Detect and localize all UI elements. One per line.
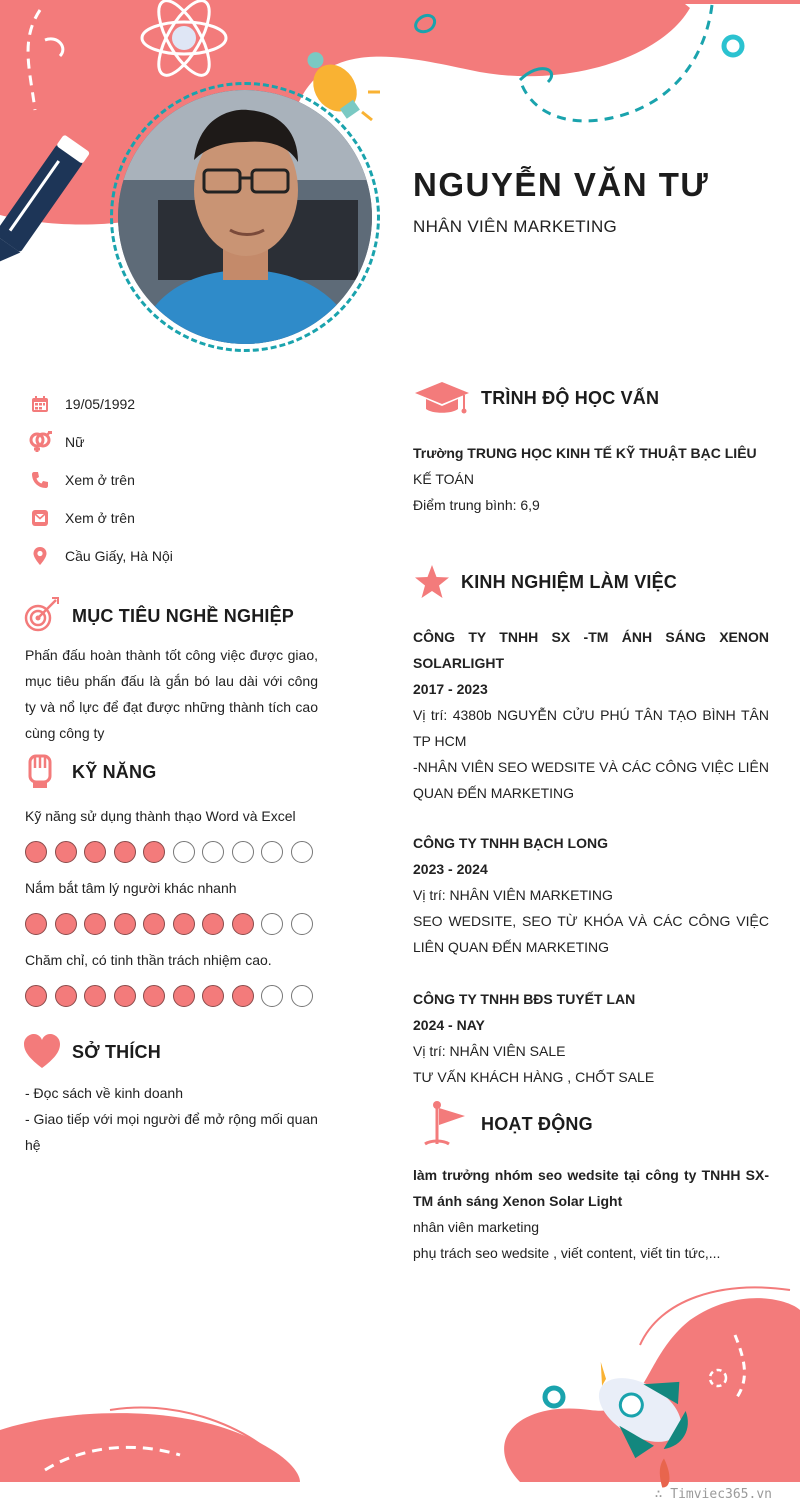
avatar — [118, 90, 372, 344]
job-role: Vị trí: NHÂN VIÊN SALE — [413, 1043, 566, 1059]
rating-dot-filled — [232, 985, 254, 1007]
candidate-position: NHÂN VIÊN MARKETING — [413, 217, 618, 236]
job-company: CÔNG TY TNHH BẠCH LONG — [413, 835, 608, 851]
skill-name: Chăm chỉ, có tinh thần trách nhiệm cao. — [25, 952, 272, 968]
location-icon — [28, 545, 52, 567]
job-company: CÔNG TY TNHH BĐS TUYẾT LAN — [413, 991, 636, 1007]
job-period: 2023 - 2024 — [413, 861, 488, 877]
rating-dot-filled — [55, 985, 77, 1007]
hobbies-list — [25, 1080, 319, 1158]
rating-dot-filled — [25, 841, 47, 863]
activity-headline: làm trưởng nhóm seo wedsite tại công ty TNHH SX-TM ánh sáng Xenon Solar Light — [413, 1167, 769, 1209]
rating-dot-empty — [261, 985, 283, 1007]
graduation-cap-icon — [413, 378, 471, 418]
ring-icon-bottom — [545, 1388, 563, 1406]
skills-title: KỸ NĂNG — [72, 761, 157, 782]
skill-item — [25, 804, 325, 863]
job-description: TƯ VẤN KHÁCH HÀNG , CHỐT SALE — [413, 1069, 655, 1085]
star-icon — [413, 562, 451, 602]
activities-heading — [413, 1104, 593, 1144]
objective-title: MỤC TIÊU NGHỀ NGHIỆP — [72, 605, 295, 626]
contact-birthday — [28, 385, 328, 423]
skill-item — [25, 876, 325, 935]
education-heading — [413, 378, 659, 418]
activities-title: HOẠT ĐỘNG — [481, 1113, 593, 1134]
activity-role: nhân viên marketing — [413, 1219, 540, 1235]
rating-dot-filled — [84, 841, 106, 863]
rating-dot-filled — [173, 985, 195, 1007]
skill-rating — [25, 985, 325, 1007]
education-block — [413, 440, 769, 518]
rating-dot-filled — [84, 913, 106, 935]
rating-dot-empty — [173, 841, 195, 863]
address-value: Cầu Giấy, Hà Nội — [65, 548, 173, 564]
hobbies-title: SỞ THÍCH — [72, 1041, 161, 1062]
birthday-value: 19/05/1992 — [65, 396, 136, 412]
contact-phone — [28, 461, 328, 499]
contact-email — [28, 499, 328, 537]
education-major: KẾ TOÁN — [413, 471, 474, 487]
job-role: Vị trí: NHÂN VIÊN MARKETING — [413, 887, 613, 903]
experience-title: KINH NGHIỆM LÀM VIỆC — [461, 571, 678, 592]
job-description: SEO WEDSITE, SEO TỪ KHÓA VÀ CÁC CÔNG VIỆC LIÊN QUAN ĐẾN MARKETING — [413, 913, 769, 955]
activity-description: phụ trách seo wedsite , viết content, viết tin tức,... — [413, 1245, 721, 1261]
rating-dot-filled — [84, 985, 106, 1007]
ring-icon — [724, 37, 742, 55]
skills-list — [25, 804, 325, 1020]
heart-icon — [22, 1032, 62, 1072]
rating-dot-filled — [173, 913, 195, 935]
contact-address — [28, 537, 328, 575]
rating-dot-filled — [55, 841, 77, 863]
education-title: TRÌNH ĐỘ HỌC VẤN — [481, 387, 660, 408]
rating-dot-filled — [55, 913, 77, 935]
rating-dot-empty — [202, 841, 224, 863]
gender-value: Nữ — [65, 434, 85, 450]
rating-dot-filled — [202, 913, 224, 935]
fist-icon — [22, 752, 62, 792]
gender-icon — [28, 431, 52, 453]
skill-rating — [25, 841, 325, 863]
rating-dot-filled — [114, 985, 136, 1007]
hobby-item: - Đọc sách về kinh doanh — [25, 1085, 183, 1101]
email-value: Xem ở trên — [65, 510, 135, 526]
job-role: Vị trí: 4380b NGUYỄN CỬU PHÚ TÂN TẠO BÌNH TÂN TP HCM — [413, 707, 769, 749]
objective-text: Phấn đấu hoàn thành tốt công việc được giao, mục tiêu phấn đấu là gắn bó lau dài với công ty và nổ lực để đạt được những thành tích cao cùng công ty — [25, 647, 318, 741]
profile-photo-frame — [110, 82, 380, 352]
skill-name: Nắm bắt tâm lý người khác nhanh — [25, 880, 237, 896]
rating-dot-filled — [143, 985, 165, 1007]
rating-dot-empty — [261, 913, 283, 935]
flag-icon — [413, 1104, 471, 1144]
hobbies-heading — [22, 1032, 161, 1072]
job-company: CÔNG TY TNHH SX -TM ÁNH SÁNG XENON SOLARLIGHT — [413, 629, 769, 671]
rating-dot-filled — [25, 913, 47, 935]
rating-dot-empty — [232, 841, 254, 863]
rating-dot-filled — [114, 841, 136, 863]
hobby-item: - Giao tiếp với mọi người để mở rộng mối quan hệ — [25, 1111, 318, 1153]
objective-heading — [22, 596, 294, 636]
experience-heading — [413, 562, 677, 602]
skill-rating — [25, 913, 325, 935]
education-gpa: Điểm trung bình: 6,9 — [413, 497, 540, 513]
activities-block — [413, 1162, 769, 1266]
job-description: -NHÂN VIÊN SEO WEDSITE VÀ CÁC CÔNG VIỆC LIÊN QUAN ĐẾN MARKETING — [413, 759, 769, 801]
rating-dot-empty — [261, 841, 283, 863]
phone-value: Xem ở trên — [65, 472, 135, 488]
phone-icon — [28, 469, 52, 491]
rating-dot-filled — [114, 913, 136, 935]
target-icon — [22, 596, 62, 636]
rating-dot-empty — [291, 913, 313, 935]
rating-dot-filled — [143, 841, 165, 863]
candidate-name: NGUYỄN VĂN TƯ — [413, 166, 710, 203]
experience-job — [413, 624, 769, 806]
mail-icon — [28, 507, 52, 529]
rating-dot-empty — [291, 841, 313, 863]
rating-dot-filled — [202, 985, 224, 1007]
contact-list — [28, 385, 328, 575]
experience-job — [413, 986, 769, 1090]
skill-item — [25, 948, 325, 1007]
skill-name: Kỹ năng sử dụng thành thạo Word và Excel — [25, 808, 296, 824]
rating-dot-filled — [25, 985, 47, 1007]
rating-dot-filled — [143, 913, 165, 935]
job-period: 2024 - NAY — [413, 1017, 485, 1033]
skills-heading — [22, 752, 156, 792]
calendar-icon — [28, 393, 52, 415]
watermark: ∴ Timviec365.vn — [654, 1487, 772, 1502]
job-period: 2017 - 2023 — [413, 681, 488, 697]
rating-dot-empty — [291, 985, 313, 1007]
school-name: Trường TRUNG HỌC KINH TẾ KỸ THUẬT BẠC LIÊU — [413, 445, 757, 461]
rating-dot-filled — [232, 913, 254, 935]
contact-gender — [28, 423, 328, 461]
experience-job — [413, 830, 769, 960]
